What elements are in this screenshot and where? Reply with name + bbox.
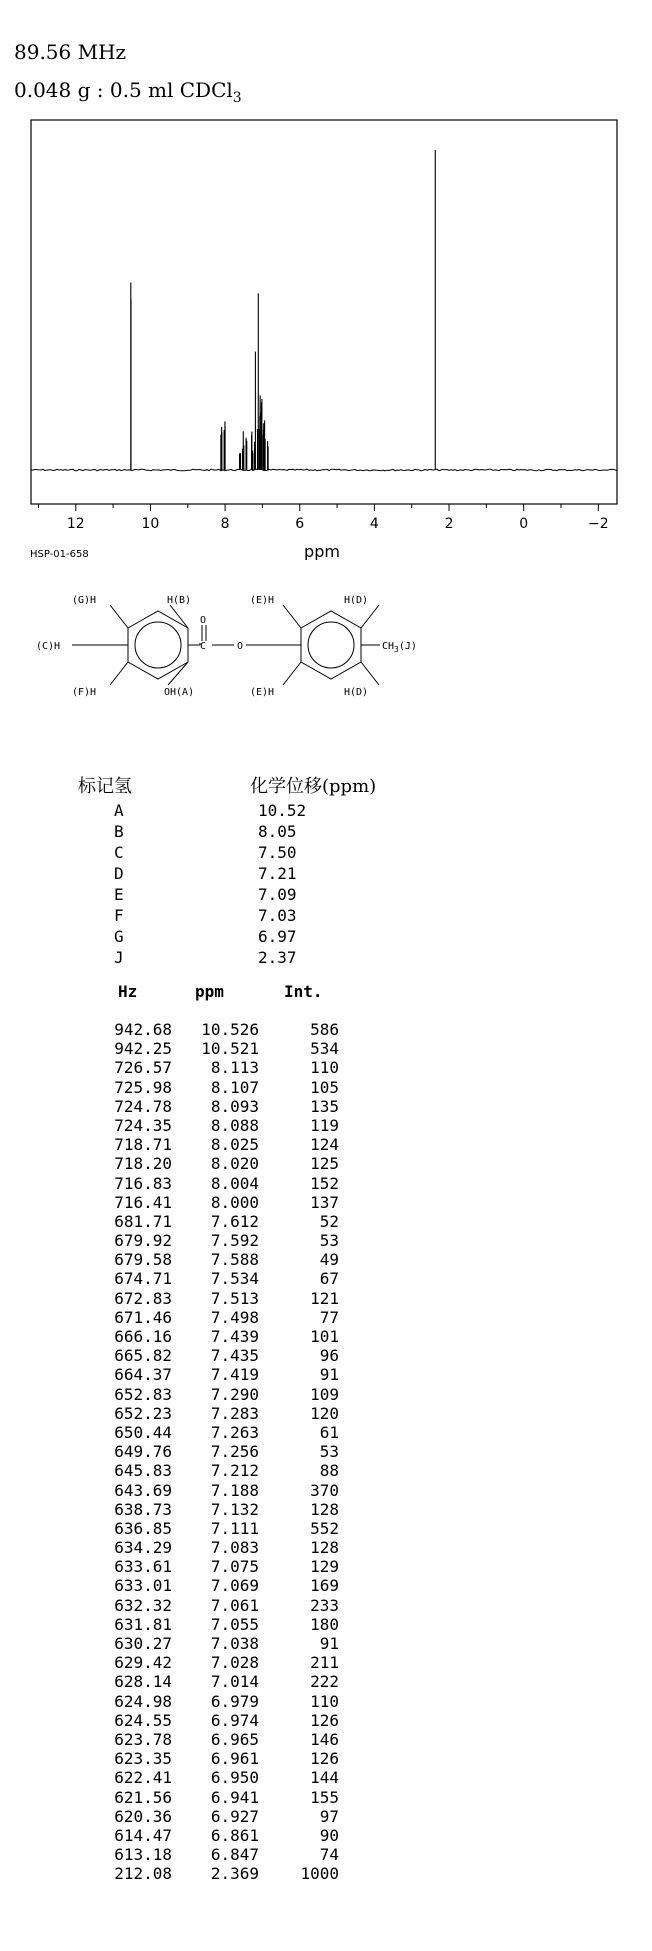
assignment-shift: 7.03 (258, 906, 297, 925)
assignment-shift: 7.50 (258, 843, 297, 862)
peak-int-value: 135 (310, 1096, 339, 1116)
peak-int-value: 180 (310, 1614, 339, 1634)
x-axis-ticks (38, 504, 608, 532)
assignment-shift-header: 化学位移(ppm) (250, 776, 377, 797)
peak-int-value: 90 (319, 1825, 339, 1845)
peak-column-hz (100, 1020, 172, 1883)
label-e-top: (E)H (250, 595, 275, 606)
peak-int-value: 120 (310, 1403, 339, 1423)
spectrum-peaks (131, 150, 435, 470)
assignment-shift: 2.37 (258, 948, 297, 967)
peak-hz-value: 671.46 (114, 1307, 172, 1327)
label-g: (G)H (72, 595, 97, 606)
peak-hz-value: 623.78 (114, 1729, 172, 1749)
spectrum-baseline (31, 469, 617, 471)
peak-hz-value: 638.73 (114, 1499, 172, 1519)
peak-hz-value: 649.76 (114, 1442, 172, 1462)
peak-int-value: 67 (319, 1269, 339, 1289)
peak-ppm-value: 7.028 (210, 1653, 259, 1673)
assignment-label: C (114, 843, 124, 862)
peak-ppm-value: 7.435 (210, 1346, 259, 1366)
peak-hz-value: 726.57 (114, 1058, 172, 1078)
peak-hz-value: 725.98 (114, 1077, 172, 1097)
peak-hz-value: 643.69 (114, 1480, 172, 1500)
peak-hz-value: 630.27 (114, 1634, 172, 1653)
peak-int-value: 91 (319, 1365, 339, 1385)
peak-int-value: 96 (319, 1346, 339, 1366)
peak-hz-value: 628.14 (114, 1672, 172, 1692)
nmr-spectrum-chart (0, 0, 652, 560)
peak-int-value: 52 (319, 1211, 339, 1231)
peak-int-value: 128 (310, 1499, 339, 1519)
x-tick-label: −2 (588, 516, 609, 532)
peak-ppm-value: 6.965 (210, 1729, 259, 1749)
peak-hz-value: 636.85 (114, 1518, 172, 1538)
peak-hz-value: 613.18 (114, 1845, 172, 1865)
assignment-label: B (114, 822, 124, 841)
peak-hz-value: 629.42 (114, 1653, 172, 1673)
peak-int-value: 53 (319, 1442, 339, 1462)
structure-bonds (72, 605, 380, 685)
peak-hz-value: 666.16 (114, 1327, 172, 1346)
peak-hz-value: 652.83 (114, 1384, 172, 1404)
peak-hz-value: 620.36 (114, 1806, 172, 1826)
peak-hz-value: 614.47 (114, 1825, 172, 1845)
peak-hz-value: 634.29 (114, 1538, 172, 1558)
peak-hz-value: 716.83 (114, 1173, 172, 1193)
label-oh-a: OH(A) (164, 687, 195, 698)
peak-hz-value: 679.58 (114, 1250, 172, 1270)
peak-hz-value: 664.37 (114, 1365, 172, 1385)
peak-ppm-value: 6.950 (210, 1768, 259, 1788)
peak-ppm-value: 7.592 (210, 1231, 259, 1251)
sample-subscript: 3 (232, 90, 242, 106)
peak-int-value: 124 (310, 1135, 339, 1155)
peak-hz-value: 716.41 (114, 1192, 172, 1212)
peak-hz-value: 645.83 (114, 1461, 172, 1481)
peak-hz-value: 624.55 (114, 1710, 172, 1730)
x-tick-label: 2 (444, 516, 454, 532)
peak-hz-value: 679.92 (114, 1231, 172, 1251)
assignment-label: D (114, 864, 124, 883)
peak-hz-value: 621.56 (114, 1787, 172, 1807)
peak-int-value: 552 (310, 1518, 339, 1538)
label-d-top: H(D) (344, 595, 369, 606)
peak-ppm-value: 7.588 (210, 1250, 259, 1270)
peak-header-hz: Hz (118, 982, 138, 1001)
peak-int-value: 53 (319, 1231, 339, 1251)
x-tick-label: 12 (66, 516, 85, 532)
peak-ppm-value: 7.439 (210, 1327, 259, 1346)
peak-ppm-value: 6.979 (210, 1691, 259, 1711)
peak-ppm-value: 7.534 (210, 1269, 259, 1289)
peak-hz-value: 665.82 (114, 1346, 172, 1366)
peak-ppm-value: 7.419 (210, 1365, 259, 1385)
peak-int-value: 105 (310, 1077, 339, 1097)
x-tick-label: 0 (519, 516, 529, 532)
peak-ppm-value: 8.000 (210, 1192, 259, 1212)
peak-int-value: 155 (310, 1787, 339, 1807)
peak-ppm-value: 7.038 (210, 1634, 259, 1653)
peak-int-value: 77 (319, 1307, 339, 1327)
peak-hz-value: 681.71 (114, 1211, 172, 1231)
peak-int-value: 126 (310, 1749, 339, 1769)
peak-hz-value: 672.83 (114, 1288, 172, 1308)
peak-int-value: 125 (310, 1154, 339, 1174)
assignment-label: J (114, 948, 124, 967)
peak-header-ppm: ppm (195, 982, 224, 1001)
spectrometer-frequency: 89.56 MHz (14, 40, 127, 64)
peak-int-value: 88 (319, 1461, 339, 1481)
peak-int-value: 586 (310, 1020, 339, 1039)
chemical-structure (0, 585, 652, 735)
peak-int-value: 49 (319, 1250, 339, 1270)
peak-hz-value: 623.35 (114, 1749, 172, 1769)
peak-hz-value: 674.71 (114, 1269, 172, 1289)
peak-ppm-value: 8.020 (210, 1154, 259, 1174)
carbonyl-carbon: C (200, 641, 207, 652)
peak-hz-value: 631.81 (114, 1614, 172, 1634)
peak-hz-value: 724.78 (114, 1096, 172, 1116)
peak-ppm-value: 6.974 (210, 1710, 259, 1730)
peak-int-value: 211 (310, 1653, 339, 1673)
peak-hz-value: 718.20 (114, 1154, 172, 1174)
peak-int-value: 128 (310, 1538, 339, 1558)
sample-text: 0.048 g : 0.5 ml CDCl (14, 78, 233, 102)
aromatic-circle-left (135, 622, 181, 668)
peak-ppm-value: 8.107 (210, 1077, 259, 1097)
peak-ppm-value: 6.861 (210, 1825, 259, 1845)
peak-hz-value: 212.08 (114, 1864, 172, 1884)
peak-ppm-value: 7.212 (210, 1461, 259, 1481)
peak-ppm-value: 7.055 (210, 1614, 259, 1634)
peak-header-int: Int. (284, 982, 323, 1001)
peak-hz-value: 624.98 (114, 1691, 172, 1711)
peak-ppm-value: 7.612 (210, 1211, 259, 1231)
aromatic-circle-right (308, 622, 354, 668)
peak-int-value: 97 (319, 1806, 339, 1826)
ester-oxygen: O (237, 641, 244, 652)
peak-hz-value: 652.23 (114, 1403, 172, 1423)
assignment-shift: 6.97 (258, 927, 297, 946)
peak-ppm-value: 7.111 (210, 1518, 259, 1538)
peak-ppm-value: 6.847 (210, 1845, 259, 1865)
assignment-shift: 10.52 (258, 801, 307, 820)
label-e-bottom: (E)H (250, 687, 275, 698)
peak-int-value: 137 (310, 1192, 339, 1212)
x-tick-label: 8 (220, 516, 230, 532)
peak-hz-value: 650.44 (114, 1422, 172, 1442)
peak-int-value: 222 (310, 1672, 339, 1692)
x-tick-label: 6 (295, 516, 305, 532)
assignment-labels-column (114, 800, 124, 968)
assignment-label-header: 标记氢 (78, 776, 132, 797)
peak-int-value: 101 (310, 1327, 339, 1346)
label-f: (F)H (72, 687, 97, 698)
peak-ppm-value: 7.290 (210, 1384, 259, 1404)
peak-hz-value: 942.68 (114, 1020, 172, 1039)
peak-int-value: 110 (310, 1691, 339, 1711)
peak-column-ppm (184, 1020, 259, 1883)
peak-int-value: 126 (310, 1710, 339, 1730)
peak-hz-value: 632.32 (114, 1595, 172, 1615)
peak-ppm-value: 7.263 (210, 1422, 259, 1442)
benzene-ring-left (128, 611, 188, 679)
x-tick-label: 4 (369, 516, 379, 532)
ch3-subscript: 3 (394, 645, 399, 654)
assignment-shift: 7.21 (258, 864, 297, 883)
peak-ppm-value: 6.941 (210, 1787, 259, 1807)
peak-int-value: 534 (310, 1039, 339, 1059)
peak-ppm-value: 6.961 (210, 1749, 259, 1769)
peak-int-value: 74 (319, 1845, 339, 1865)
peak-ppm-value: 10.526 (201, 1020, 259, 1039)
peak-int-value: 91 (319, 1634, 339, 1653)
peak-hz-value: 622.41 (114, 1768, 172, 1788)
x-axis-label: ppm (304, 542, 340, 560)
peak-ppm-value: 7.513 (210, 1288, 259, 1308)
peak-ppm-value: 8.113 (210, 1058, 259, 1078)
plot-frame (31, 120, 617, 504)
peak-ppm-value: 7.188 (210, 1480, 259, 1500)
peak-ppm-value: 7.075 (210, 1557, 259, 1577)
ch3-label: (J) (398, 641, 417, 652)
peak-ppm-value: 7.498 (210, 1307, 259, 1327)
carbonyl-oxygen: O (200, 615, 207, 626)
assignment-label: G (114, 927, 124, 946)
assignment-label: A (114, 801, 124, 820)
peak-int-value: 152 (310, 1173, 339, 1193)
peak-ppm-value: 8.004 (210, 1173, 259, 1193)
spectrum-code: HSP-01-658 (30, 549, 89, 560)
peak-ppm-value: 7.083 (210, 1538, 259, 1558)
peak-int-value: 144 (310, 1768, 339, 1788)
x-tick-label: 10 (141, 516, 160, 532)
benzene-ring-right (301, 611, 361, 679)
peak-ppm-value: 7.014 (210, 1672, 259, 1692)
assignment-shift: 7.09 (258, 885, 297, 904)
label-d-bottom: H(D) (344, 687, 369, 698)
peak-int-value: 110 (310, 1058, 339, 1078)
peak-ppm-value: 7.256 (210, 1442, 259, 1462)
peak-int-value: 119 (310, 1115, 339, 1135)
peak-int-value: 169 (310, 1576, 339, 1596)
peak-hz-value: 633.01 (114, 1576, 172, 1596)
peak-column-int (286, 1020, 339, 1883)
peak-int-value: 129 (310, 1557, 339, 1577)
peak-int-value: 146 (310, 1729, 339, 1749)
peak-int-value: 109 (310, 1384, 339, 1404)
peak-ppm-value: 7.283 (210, 1403, 259, 1423)
assignment-shift: 8.05 (258, 822, 297, 841)
assignment-shifts-column (258, 800, 306, 968)
peak-ppm-value: 7.132 (210, 1499, 259, 1519)
assignment-label: F (114, 906, 124, 925)
peak-ppm-value: 6.927 (210, 1806, 259, 1826)
peak-hz-value: 724.35 (114, 1115, 172, 1135)
label-b: H(B) (167, 595, 192, 606)
peak-ppm-value: 7.069 (210, 1576, 259, 1596)
peak-int-value: 233 (310, 1595, 339, 1615)
peak-hz-value: 942.25 (114, 1039, 172, 1059)
assignment-label: E (114, 885, 124, 904)
peak-ppm-value: 8.093 (210, 1096, 259, 1116)
peak-ppm-value: 2.369 (210, 1864, 259, 1884)
peak-hz-value: 633.61 (114, 1557, 172, 1577)
peak-int-value: 370 (310, 1480, 339, 1500)
peak-ppm-value: 10.521 (201, 1039, 259, 1059)
ch3-text: CH (382, 641, 395, 652)
peak-ppm-value: 7.061 (210, 1595, 259, 1615)
peak-hz-value: 718.71 (114, 1135, 172, 1155)
peak-int-value: 61 (319, 1422, 339, 1442)
peak-ppm-value: 8.025 (210, 1135, 259, 1155)
label-c: (C)H (36, 641, 61, 652)
peak-int-value: 121 (310, 1288, 339, 1308)
peak-int-value: 1000 (300, 1864, 339, 1884)
label-ch3-j (382, 641, 417, 654)
peak-ppm-value: 8.088 (210, 1115, 259, 1135)
